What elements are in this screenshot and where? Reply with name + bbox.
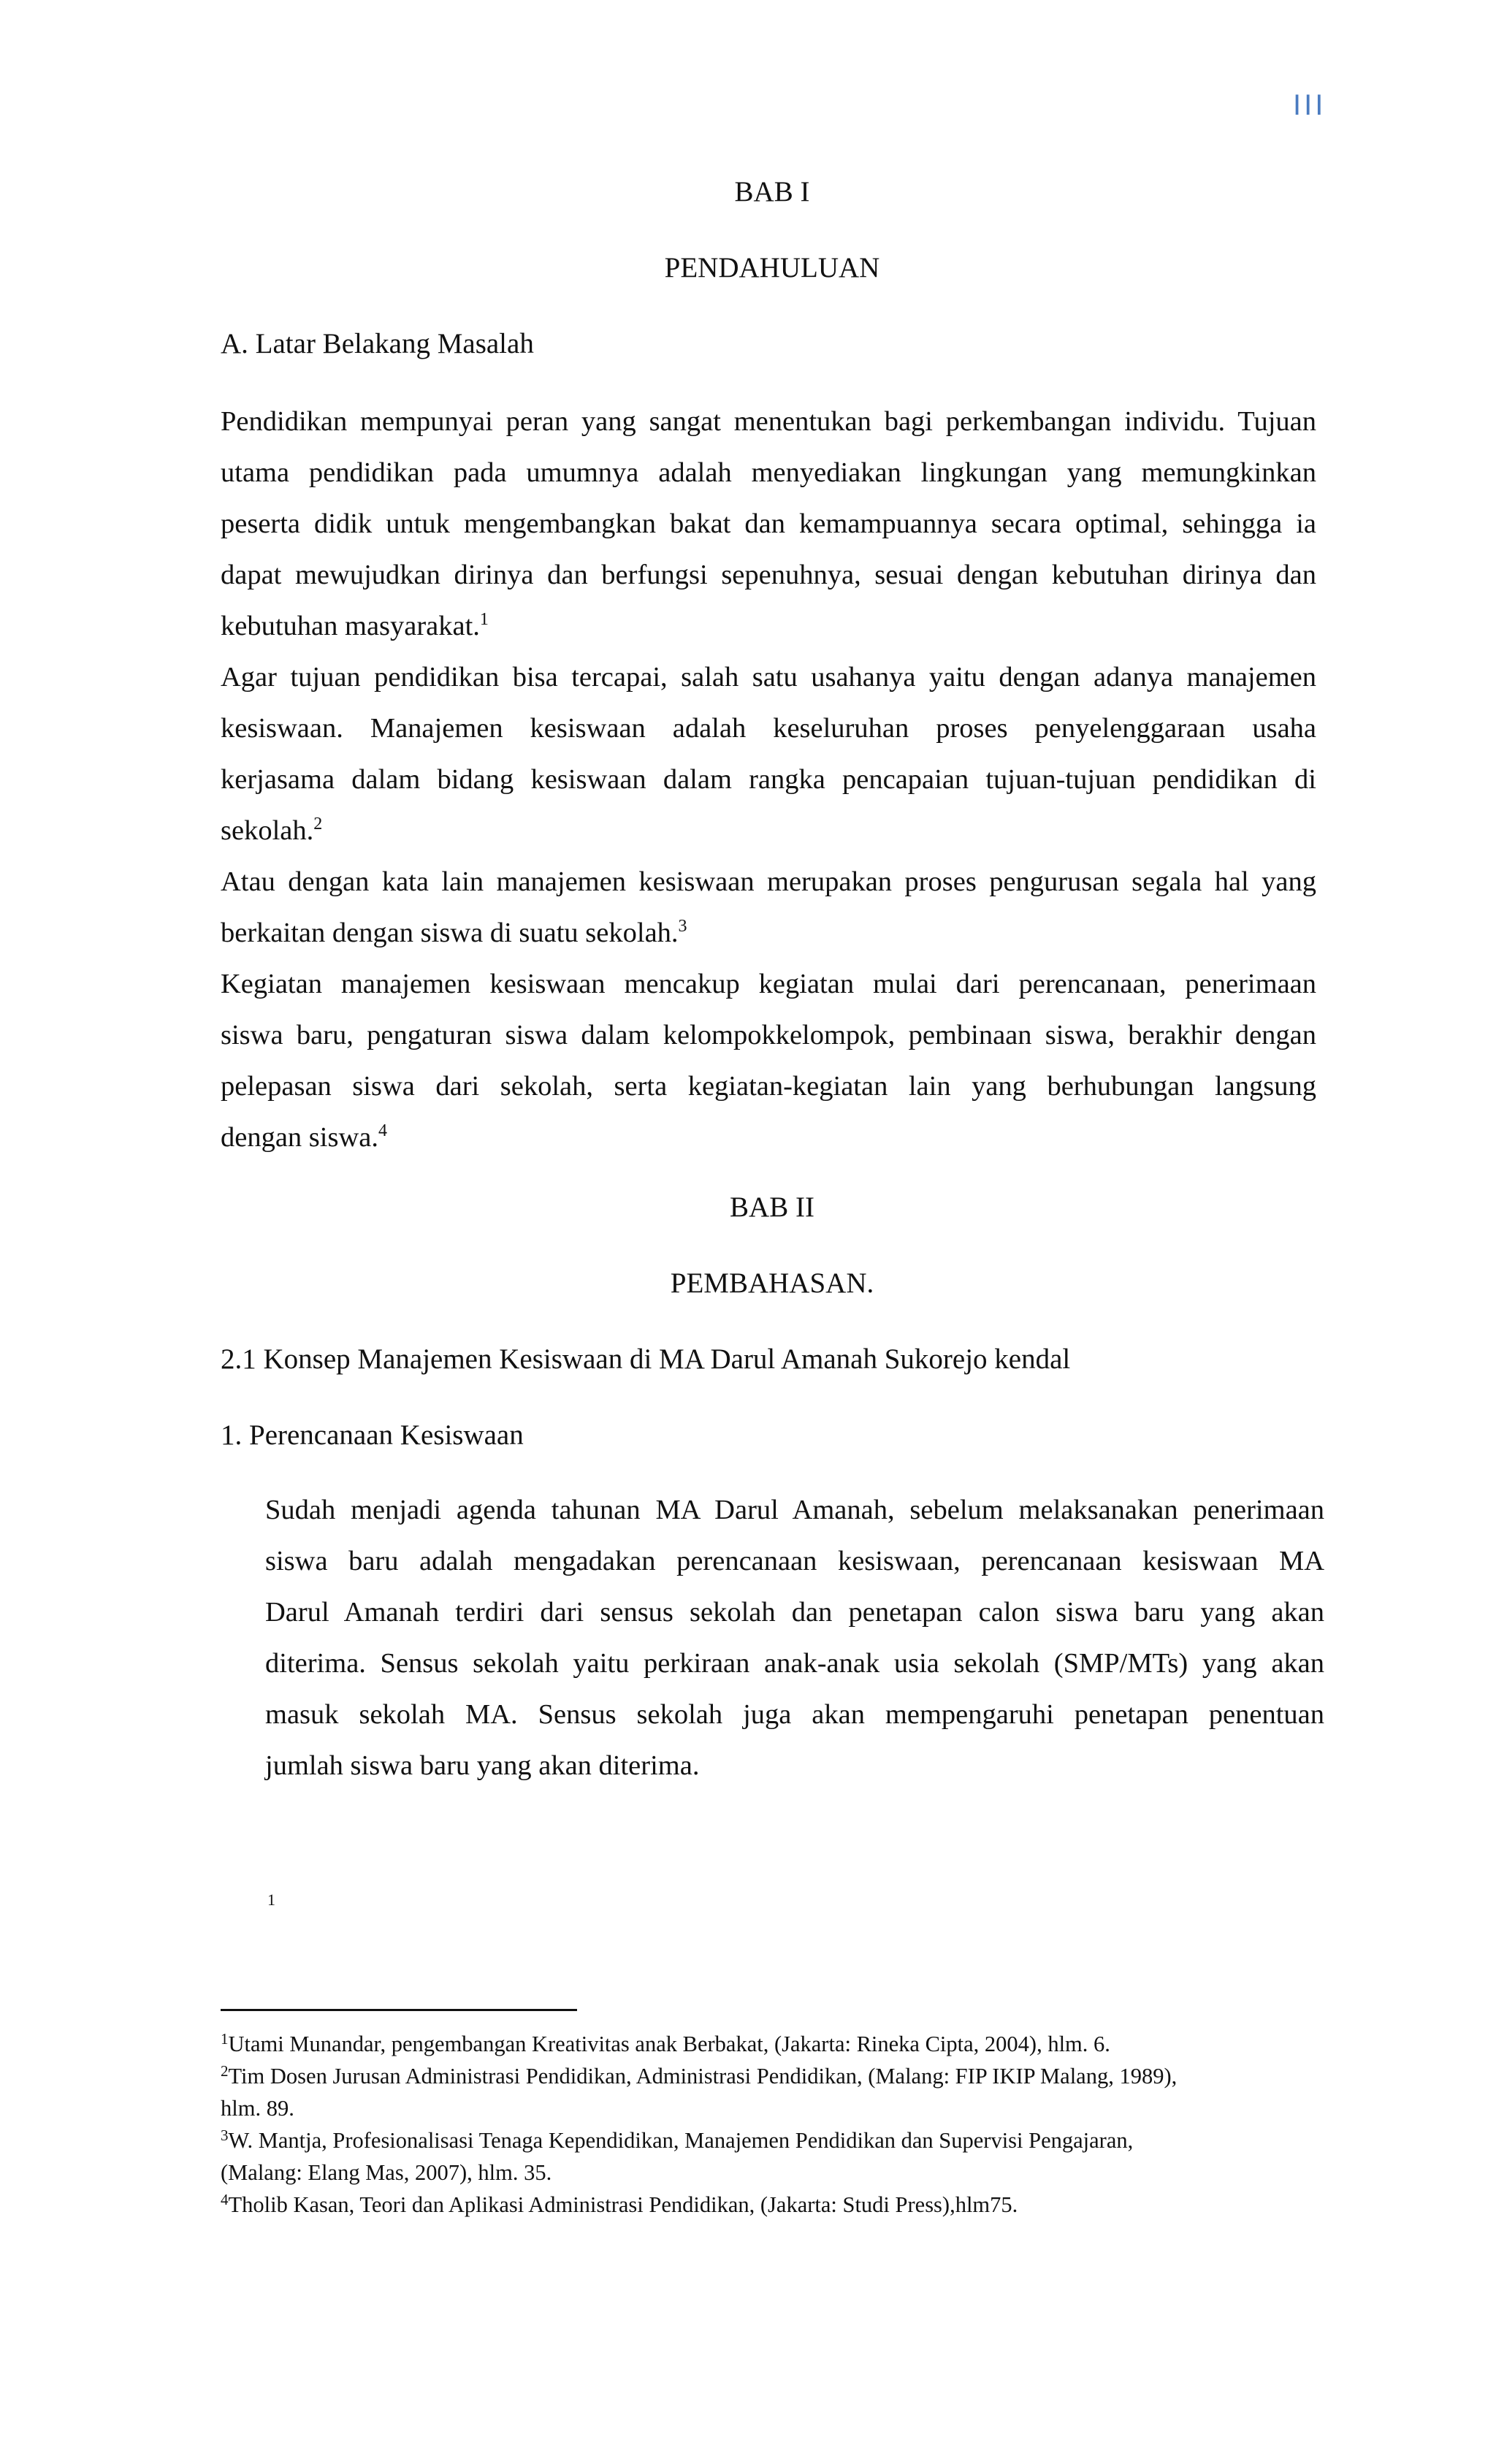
text-line: siswa baru, pengaturan siswa dalam kelompokkelompok, pembinaan siswa, berakhir dengan	[221, 1020, 1316, 1050]
text-line: pelepasan siswa dari sekolah, serta kegiatan-kegiatan lain yang berhubungan langsung	[221, 1071, 1316, 1102]
text-line: Sudah menjadi agenda tahunan MA Darul Amanah, sebelum melaksanakan penerimaan	[265, 1495, 1324, 1525]
footnote-number: 1	[221, 2030, 229, 2048]
body-paragraph-1	[221, 396, 1316, 652]
text-line: diterima. Sensus sekolah yaitu perkiraan anak-anak usia sekolah (SMP/MTs) yang akan	[265, 1648, 1324, 1679]
chapter-1-title: BAB I	[734, 176, 810, 207]
text-line: dengan siswa.	[221, 1122, 378, 1153]
footnote-number: 3	[221, 2127, 229, 2144]
text-line: Darul Amanah terdiri dari sensus sekolah dan penetapan calon siswa baru yang akan	[265, 1597, 1324, 1628]
footnote-text: hlm. 89.	[221, 2096, 294, 2121]
body-paragraph-2	[221, 652, 1316, 856]
footnote-separator	[221, 2009, 577, 2011]
section-2-1-heading: 2.1 Konsep Manajemen Kesiswaan di MA Darul Amanah Sukorejo kendal	[221, 1343, 1071, 1375]
text-line: masuk sekolah MA. Sensus sekolah juga akan mempengaruhi penetapan penentuan	[265, 1699, 1324, 1730]
text-line-last	[221, 907, 1316, 958]
text-line-last	[221, 1112, 1316, 1163]
stray-footnote-mark: 1	[267, 1891, 275, 1909]
footnote-text: Utami Munandar, pengembangan Kreativitas anak Berbakat, (Jakarta: Rineka Cipta, 2004), hlm. 6.	[228, 2032, 1110, 2056]
footnote-text: Tim Dosen Jurusan Administrasi Pendidikan, Administrasi Pendidikan, (Malang: FIP IKIP Malang, 1989),	[228, 2064, 1178, 2089]
text-line: Agar tujuan pendidikan bisa tercapai, salah satu usahanya yaitu dengan adanya manajemen	[221, 662, 1316, 693]
footnote-3	[221, 2124, 1331, 2189]
text-line: sekolah.	[221, 815, 314, 846]
chapter-1-subtitle: PENDAHULUAN	[664, 252, 880, 283]
text-line-last	[221, 805, 1316, 856]
text-line: Pendidikan mempunyai peran yang sangat menentukan bagi perkembangan individu. Tujuan	[221, 406, 1316, 437]
text-line: dapat mewujudkan dirinya dan berfungsi sepenuhnya, sesuai dengan kebutuhan dirinya dan	[221, 560, 1316, 590]
text-line: kebutuhan masyarakat.	[221, 611, 480, 641]
text-line: kerjasama dalam bidang kesiswaan dalam rangka pencapaian tujuan-tujuan pendidikan di	[221, 764, 1316, 795]
footnote-number: 2	[221, 2062, 229, 2080]
chapter-2-subtitle: PEMBAHASAN.	[670, 1267, 874, 1299]
footnote-text: W. Mantja, Profesionalisasi Tenaga Kependidikan, Manajemen Pendidikan dan Supervisi Pengajaran,	[228, 2128, 1134, 2153]
text-line: jumlah siswa baru yang akan diterima.	[265, 1750, 700, 1781]
chapter-2-title: BAB II	[730, 1191, 814, 1223]
footnote-2	[221, 2060, 1331, 2124]
sub-heading-perencanaan: 1. Perencanaan Kesiswaan	[221, 1419, 524, 1451]
text-line-last	[221, 600, 1316, 652]
footnote-text: (Malang: Elang Mas, 2007), hlm. 35.	[221, 2160, 552, 2185]
body-paragraph-3	[221, 856, 1316, 958]
text-line: Kegiatan manajemen kesiswaan mencakup kegiatan mulai dari perencanaan, penerimaan	[221, 969, 1316, 999]
section-a-heading: A. Latar Belakang Masalah	[221, 328, 534, 359]
footnote-ref[interactable]: 4	[378, 1121, 387, 1140]
text-line: peserta didik untuk mengembangkan bakat dan kemampuannya secara optimal, sehingga ia	[221, 508, 1316, 539]
footnote-4	[221, 2189, 1331, 2221]
text-line: kesiswaan. Manajemen kesiswaan adalah keseluruhan proses penyelenggaraan usaha	[221, 713, 1316, 744]
body-paragraph-perencanaan	[265, 1484, 1324, 1791]
footnote-number: 4	[221, 2191, 229, 2208]
text-line: Atau dengan kata lain manajemen kesiswaan merupakan proses pengurusan segala hal yang	[221, 866, 1316, 897]
text-line: utama pendidikan pada umumnya adalah menyediakan lingkungan yang memungkinkan	[221, 457, 1316, 488]
body-paragraph-4	[221, 958, 1316, 1163]
footnote-ref[interactable]: 3	[678, 917, 687, 936]
text-line: siswa baru adalah mengadakan perencanaan kesiswaan, perencanaan kesiswaan MA	[265, 1546, 1324, 1576]
text-line: berkaitan dengan siswa di suatu sekolah.	[221, 918, 679, 948]
footnote-text: Tholib Kasan, Teori dan Aplikasi Administrasi Pendidikan, (Jakarta: Studi Press),hlm75.	[228, 2192, 1018, 2217]
footnote-ref[interactable]: 2	[313, 815, 323, 834]
footnote-1	[221, 2028, 1331, 2060]
footnote-ref[interactable]: 1	[479, 610, 489, 629]
page-number: III	[1293, 89, 1327, 121]
